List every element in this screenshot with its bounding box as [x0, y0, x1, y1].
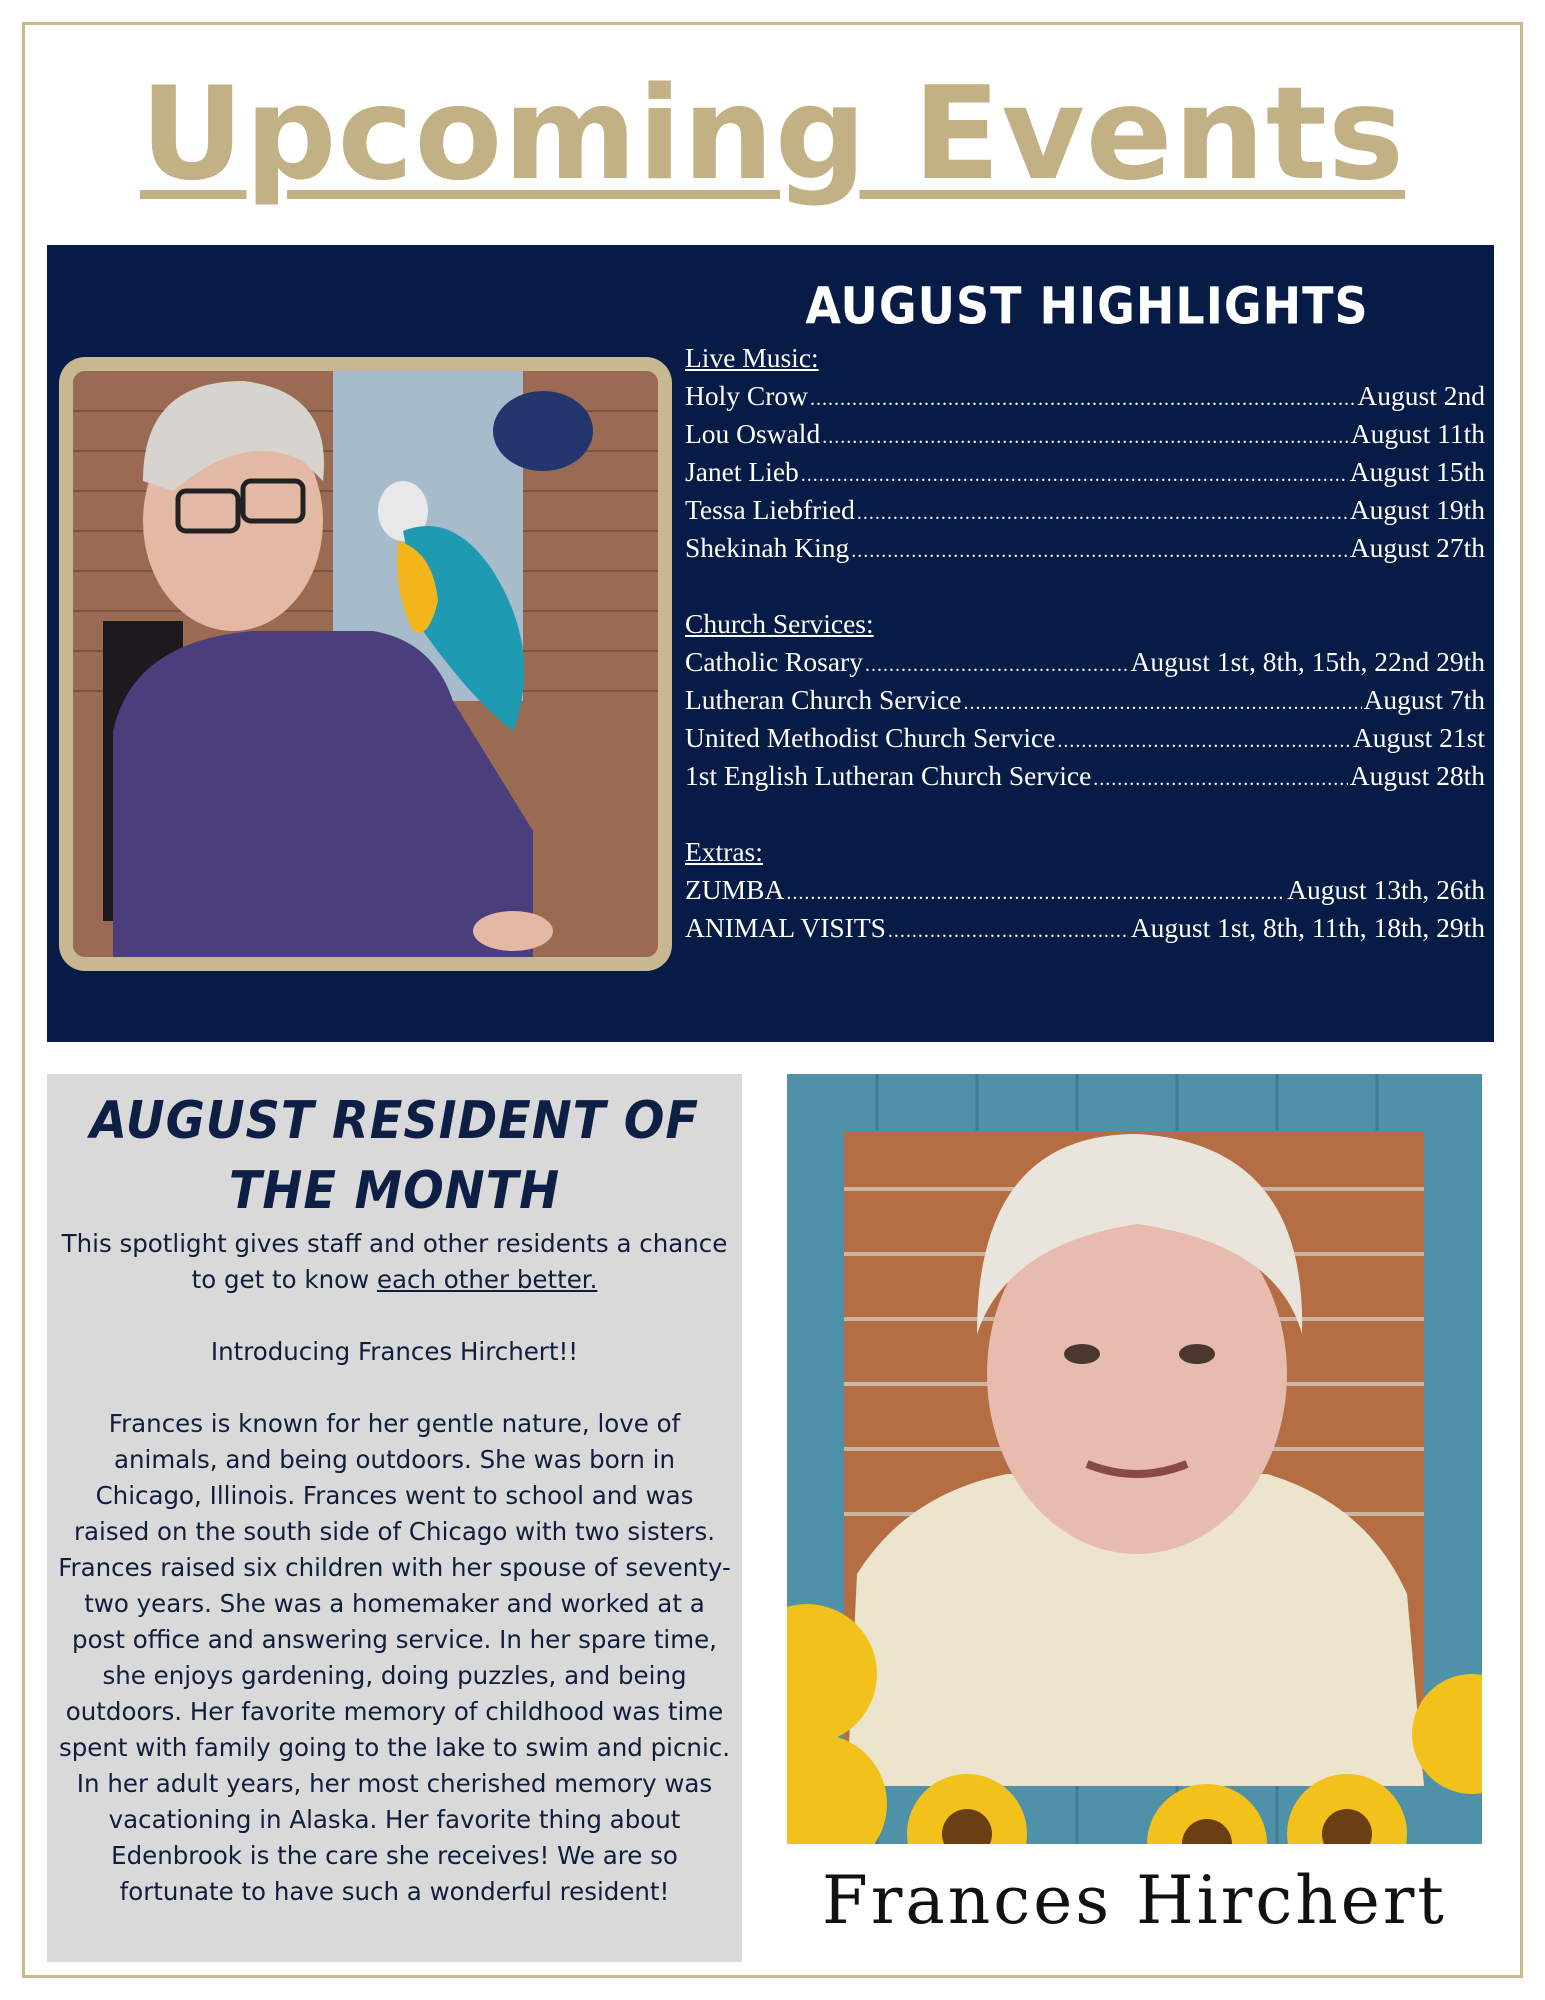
- events-schedule: [685, 339, 1485, 947]
- event-date: August 11th: [1350, 418, 1485, 449]
- event-name: Tessa Liebfried: [685, 494, 855, 525]
- event-row: [685, 909, 1485, 947]
- event-row: [685, 681, 1485, 719]
- event-date: August 2nd: [1357, 380, 1485, 411]
- event-row: [685, 377, 1485, 415]
- event-name: Catholic Rosary: [685, 646, 863, 677]
- event-row: [685, 719, 1485, 757]
- event-date: August 27th: [1349, 532, 1485, 563]
- church-services-heading: Church Services:: [685, 608, 874, 639]
- event-date: August 19th: [1349, 494, 1485, 525]
- event-row: [685, 529, 1485, 567]
- live-music-heading: Live Music:: [685, 342, 819, 373]
- event-name: Shekinah King: [685, 532, 850, 563]
- resident-portrait-photo: [787, 1074, 1482, 1844]
- event-name: 1st English Lutheran Church Service: [685, 760, 1092, 791]
- resident-bio: Frances is known for her gentle nature, love of animals, and being outdoors. She was born in Chicago, Illinois. Frances went to school and was raised on the south side of Chicago with two sisters. Frances raised six children with her spouse of seventy-two years. She was a homemaker and worked at a post office and answering service. In her spare time, she enjoys gardening, doing puzzles, and being outdoors. Her favorite memory of childhood was time spent with family going to the lake to swim and picnic. In her adult years, her most cherished memory was vacationing in Alaska. Her favorite thing about Edenbrook is the care she receives! We are so fortunate to have such a wonderful resident!: [58, 1409, 731, 1906]
- event-name: ANIMAL VISITS: [685, 912, 886, 943]
- photo-frame: [59, 357, 672, 971]
- event-name: Holy Crow: [685, 380, 808, 411]
- event-name: ZUMBA: [685, 874, 785, 905]
- event-row: [685, 871, 1485, 909]
- extras-heading: Extras:: [685, 836, 763, 867]
- resident-title-line2: THE MONTH: [228, 1161, 561, 1221]
- event-date: August 1st, 8th, 11th, 18th, 29th: [1130, 912, 1485, 943]
- resident-intro: [57, 1226, 732, 1298]
- event-row: [685, 491, 1485, 529]
- resident-section-title: [75, 1086, 714, 1226]
- event-row: [685, 757, 1485, 795]
- event-date: August 1st, 8th, 15th, 22nd 29th: [1130, 646, 1485, 677]
- event-name: Lutheran Church Service: [685, 684, 962, 715]
- introducing-line: Introducing Frances Hirchert!!: [210, 1337, 579, 1366]
- page-title: Upcoming Events: [139, 60, 1406, 209]
- event-date: August 15th: [1349, 456, 1485, 487]
- event-row: [685, 643, 1485, 681]
- event-row: [685, 453, 1485, 491]
- event-name: Janet Lieb: [685, 456, 799, 487]
- event-date: August 13th, 26th: [1287, 874, 1485, 905]
- resident-with-parrot-photo: [73, 371, 658, 957]
- resident-body: [47, 1226, 742, 1910]
- intro-underlined-text: each other better.: [376, 1265, 598, 1294]
- event-date: August 28th: [1349, 760, 1485, 791]
- portrait-caption: Frances Hirchert: [822, 1862, 1447, 1939]
- resident-of-month-box: [47, 1074, 742, 1962]
- event-row: [685, 415, 1485, 453]
- event-name: United Methodist Church Service: [685, 722, 1056, 753]
- intro-text: This spotlight gives staff and other residents a chance to get to know: [61, 1229, 728, 1294]
- highlights-title: AUGUST HIGHLIGHTS: [805, 276, 1369, 336]
- august-highlights-panel: [47, 245, 1494, 1042]
- resident-title-line1: AUGUST RESIDENT OF: [90, 1091, 699, 1151]
- event-date: August 7th: [1363, 684, 1485, 715]
- event-name: Lou Oswald: [685, 418, 821, 449]
- event-date: August 21st: [1352, 722, 1485, 753]
